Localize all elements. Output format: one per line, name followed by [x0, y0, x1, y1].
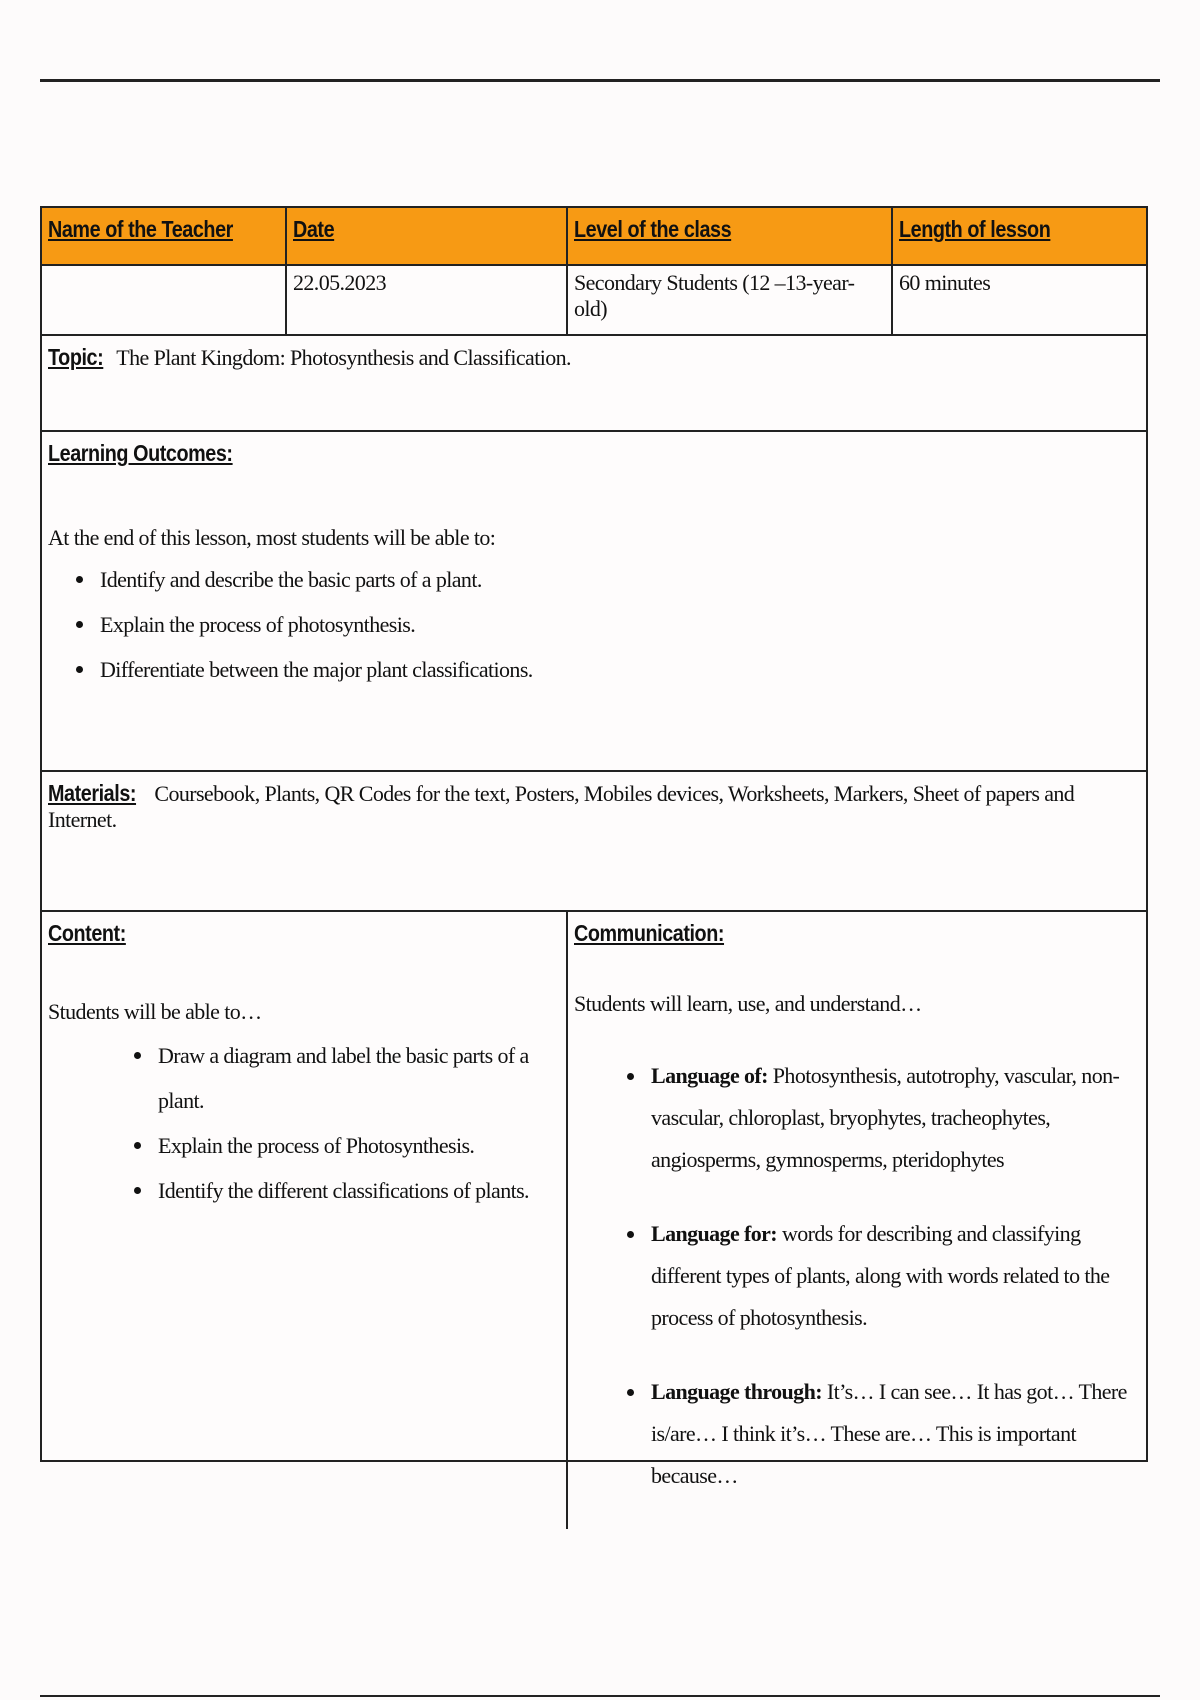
- learning-outcomes-section: [42, 432, 1146, 772]
- list-item: [651, 1213, 1140, 1339]
- communication-list: [574, 1055, 1140, 1497]
- topic-label: Topic:: [48, 344, 104, 370]
- communication-section: [568, 912, 1146, 1529]
- top-rule: [40, 79, 1160, 82]
- language-for-text: words for describing and classifying different types of plants, along with words related to the process of photosynthesis.: [651, 1221, 1110, 1330]
- topic-text: The Plant Kingdom: Photosynthesis and Classification.: [116, 345, 571, 370]
- level-value: Secondary Students (12 –13-year-old): [568, 266, 893, 334]
- topic-section: [42, 336, 1146, 432]
- list-item: Identify the different classifications of plants.: [158, 1168, 560, 1213]
- language-through-label: Language through:: [651, 1379, 822, 1404]
- level-header-cell: [568, 208, 893, 264]
- length-header-cell: [893, 208, 1146, 264]
- list-item: Differentiate between the major plant classifications.: [100, 647, 1140, 692]
- length-header: Length of lesson: [899, 216, 1051, 242]
- lesson-plan-table: [40, 206, 1148, 1488]
- materials-text: Coursebook, Plants, QR Codes for the text, Posters, Mobiles devices, Worksheets, Markers, Sheet of papers and Internet.: [48, 781, 1075, 832]
- materials-label: Materials:: [48, 780, 137, 806]
- length-value: 60 minutes: [899, 270, 991, 295]
- bottom-rule: [40, 1695, 1160, 1697]
- list-item: Explain the process of Photosynthesis.: [158, 1123, 560, 1168]
- level-header: Level of the class: [574, 216, 732, 242]
- language-through-text: It’s… I can see… It has got… There is/are… I think it’s… These are… This is important because…: [651, 1379, 1127, 1488]
- language-for-label: Language for:: [651, 1221, 778, 1246]
- list-item: Draw a diagram and label the basic parts of a plant.: [158, 1033, 560, 1123]
- teacher-value: [42, 266, 287, 334]
- teacher-header: Name of the Teacher: [48, 216, 233, 242]
- learning-outcomes-intro: At the end of this lesson, most students will be able to:: [48, 525, 496, 550]
- materials-section: [42, 772, 1146, 912]
- list-item: Identify and describe the basic parts of a plant.: [100, 557, 1140, 602]
- list-item: [651, 1371, 1140, 1497]
- teacher-header-cell: [42, 208, 287, 264]
- header-row: [42, 206, 1146, 266]
- date-value: 22.05.2023: [287, 266, 568, 334]
- language-of-text: Photosynthesis, autotrophy, vascular, non-vascular, chloroplast, bryophytes, tracheophytes, angiosperms, gymnosperms, pteridophytes: [651, 1063, 1120, 1172]
- content-section: [42, 912, 568, 1529]
- content-list: [48, 1033, 560, 1213]
- content-intro: Students will be able to…: [48, 999, 262, 1024]
- content-communication-row: [42, 912, 1146, 1488]
- date-header-cell: [287, 208, 568, 264]
- list-item: Explain the process of photosynthesis.: [100, 602, 1140, 647]
- language-of-label: Language of:: [651, 1063, 768, 1088]
- learning-outcomes-label: Learning Outcomes:: [48, 440, 233, 466]
- communication-label: Communication:: [574, 920, 725, 946]
- date-header: Date: [293, 216, 335, 242]
- content-label: Content:: [48, 920, 126, 946]
- list-item: [651, 1055, 1140, 1181]
- communication-intro: Students will learn, use, and understand…: [574, 991, 922, 1016]
- value-row: [42, 266, 1146, 336]
- learning-outcomes-list: [48, 557, 1140, 692]
